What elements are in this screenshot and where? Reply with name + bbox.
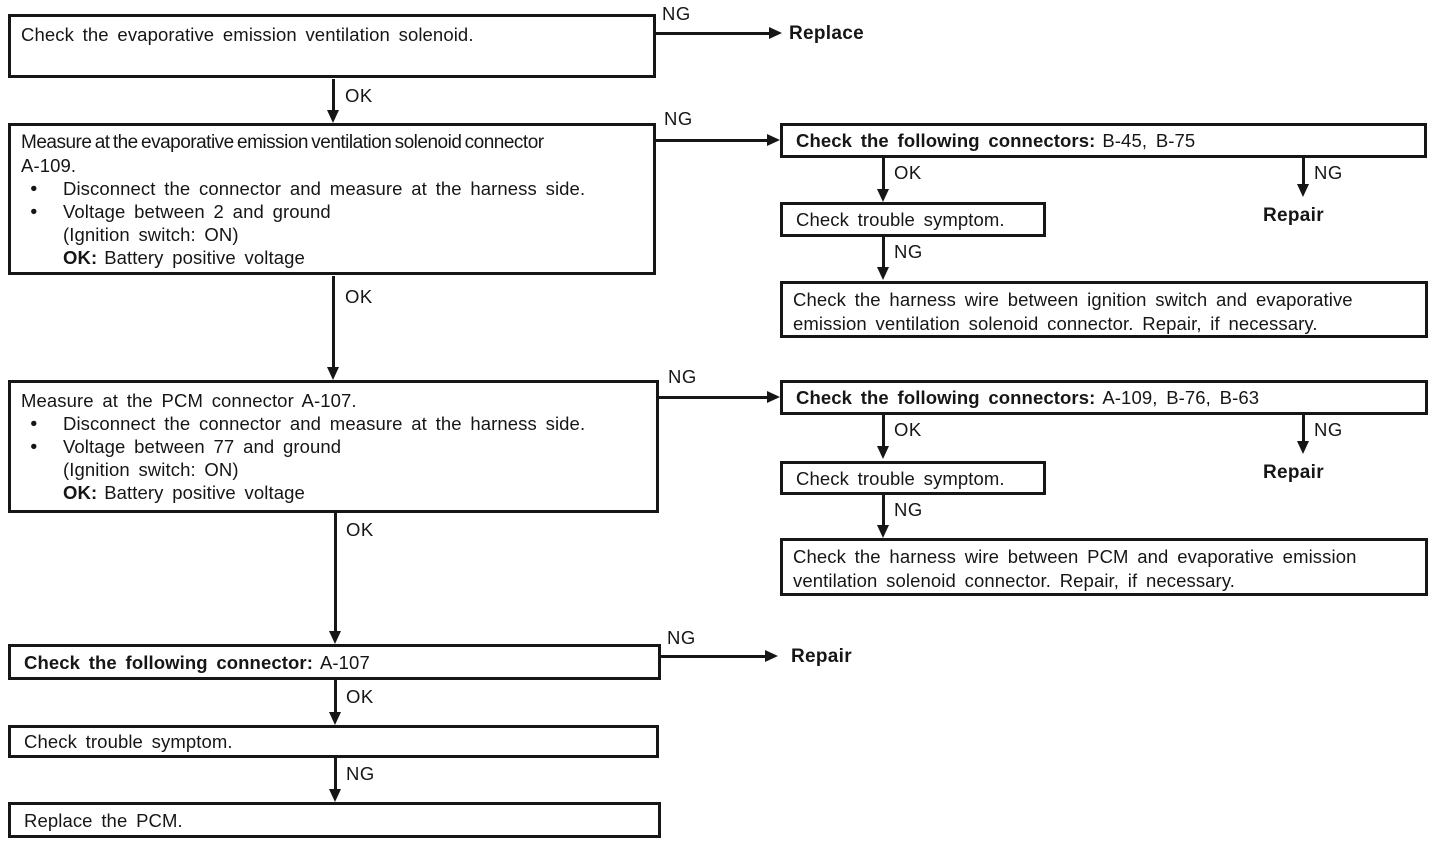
node-measure-solenoid-connector xyxy=(8,123,656,275)
node-measure-pcm-connector xyxy=(8,380,659,513)
ok-value: Battery positive voltage xyxy=(104,482,305,503)
condition-text: (Ignition switch: ON) xyxy=(63,224,239,245)
arrow-down-icon xyxy=(327,110,339,123)
arrow-down-icon xyxy=(329,631,341,644)
arrow-right-icon xyxy=(767,134,780,146)
flow-line xyxy=(661,655,767,658)
node-text-header: Check the following connectors: xyxy=(796,130,1096,151)
flow-line xyxy=(882,158,885,190)
flow-line xyxy=(334,680,337,713)
node-text: Replace the PCM. xyxy=(24,809,183,831)
bullet-text: Disconnect the connector and measure at the harness side. xyxy=(63,413,586,434)
node-text: Check trouble symptom. xyxy=(796,209,1005,230)
node-text-line1: Measure at the PCM connector A-107. xyxy=(21,390,357,411)
node-check-trouble-symptom-a xyxy=(780,202,1046,237)
node-check-connector-a107 xyxy=(8,644,661,680)
ok-key: OK: xyxy=(63,482,98,503)
ok-key: OK: xyxy=(63,247,98,268)
edge-label-ng: NG xyxy=(894,499,923,520)
arrow-right-icon xyxy=(769,27,782,39)
edge-label-ok: OK xyxy=(345,85,373,106)
bullet-row xyxy=(21,177,643,200)
flow-line xyxy=(882,495,885,526)
node-text: Check trouble symptom. xyxy=(796,467,1005,489)
bullet-row xyxy=(21,435,646,458)
arrow-down-icon xyxy=(327,367,339,380)
arrow-down-icon xyxy=(1297,184,1309,197)
node-text-header: Check the following connector: xyxy=(24,651,313,673)
node-replace-pcm xyxy=(8,802,661,838)
node-check-trouble-symptom-b xyxy=(780,461,1046,495)
condition-text: (Ignition switch: ON) xyxy=(63,459,239,480)
edge-label-ok: OK xyxy=(894,162,922,183)
node-text-header: Check the following connectors: xyxy=(796,387,1096,408)
arrow-down-icon xyxy=(329,712,341,725)
result-replace: Replace xyxy=(789,23,864,44)
bullet-text: Disconnect the connector and measure at the harness side. xyxy=(63,178,586,199)
flow-line xyxy=(1302,415,1305,442)
node-check-solenoid xyxy=(8,14,656,78)
node-text: Check the harness wire between ignition switch and evaporative emission ventilation solenoid connector. Repair, if necessary. xyxy=(793,289,1353,334)
edge-label-ng: NG xyxy=(1314,419,1343,440)
flow-line xyxy=(882,415,885,447)
flow-line xyxy=(659,396,769,399)
edge-label-ok: OK xyxy=(346,519,374,540)
ok-spec xyxy=(21,246,643,269)
flow-line xyxy=(656,32,771,35)
edge-label-ng: NG xyxy=(662,3,691,24)
bullet-icon: ● xyxy=(30,204,38,218)
arrow-down-icon xyxy=(877,446,889,459)
edge-label-ng: NG xyxy=(346,763,375,784)
edge-label-ng: NG xyxy=(664,108,693,129)
node-text-line2: A-109. xyxy=(21,155,77,176)
edge-label-ok: OK xyxy=(894,419,922,440)
bullet-row xyxy=(21,412,646,435)
arrow-down-icon xyxy=(877,267,889,280)
arrow-down-icon xyxy=(1297,441,1309,454)
node-text-values: A-109, B-76, B-63 xyxy=(1102,387,1260,408)
bullet-text: Voltage between 2 and ground xyxy=(63,201,331,222)
node-check-trouble-symptom-final xyxy=(8,725,659,758)
node-check-harness-a xyxy=(780,281,1428,338)
node-text: Check the harness wire between PCM and evaporative emission ventilation solenoid connector. Repair, if necessary. xyxy=(793,546,1357,591)
bullet-icon: ● xyxy=(30,181,38,195)
node-check-connectors-b xyxy=(780,380,1428,415)
bullet-icon: ● xyxy=(30,416,38,430)
node-text-line1: Measure at the evaporative emission ventilation solenoid connector xyxy=(21,132,544,153)
ok-value: Battery positive voltage xyxy=(104,247,305,268)
bullet-text: Voltage between 77 and ground xyxy=(63,436,342,457)
edge-label-ng: NG xyxy=(894,241,923,262)
arrow-right-icon xyxy=(767,391,780,403)
edge-label-ng: NG xyxy=(1314,162,1343,183)
flow-line xyxy=(656,139,769,142)
flow-line xyxy=(334,758,337,790)
edge-label-ng: NG xyxy=(668,366,697,387)
bullet-icon: ● xyxy=(30,439,38,453)
ok-spec xyxy=(21,481,646,504)
result-repair: Repair xyxy=(791,646,852,667)
arrow-down-icon xyxy=(877,189,889,202)
flow-line xyxy=(332,79,335,112)
arrow-down-icon xyxy=(329,789,341,802)
flow-line xyxy=(334,513,337,632)
node-text-values: A-107 xyxy=(319,651,370,673)
result-repair: Repair xyxy=(1263,205,1324,226)
node-check-connectors-a xyxy=(780,123,1427,158)
node-check-harness-b xyxy=(780,538,1428,596)
node-text: Check the evaporative emission ventilation solenoid. xyxy=(21,24,474,45)
flow-line xyxy=(882,237,885,268)
edge-label-ok: OK xyxy=(345,286,373,307)
arrow-down-icon xyxy=(877,525,889,538)
node-text-values: B-45, B-75 xyxy=(1102,130,1196,151)
flow-line xyxy=(1302,158,1305,186)
arrow-right-icon xyxy=(765,650,778,662)
node-text: Check trouble symptom. xyxy=(24,731,233,752)
result-repair: Repair xyxy=(1263,462,1324,483)
edge-label-ok: OK xyxy=(346,686,374,707)
bullet-row xyxy=(21,200,643,223)
edge-label-ng: NG xyxy=(667,627,696,648)
flow-line xyxy=(332,276,335,368)
